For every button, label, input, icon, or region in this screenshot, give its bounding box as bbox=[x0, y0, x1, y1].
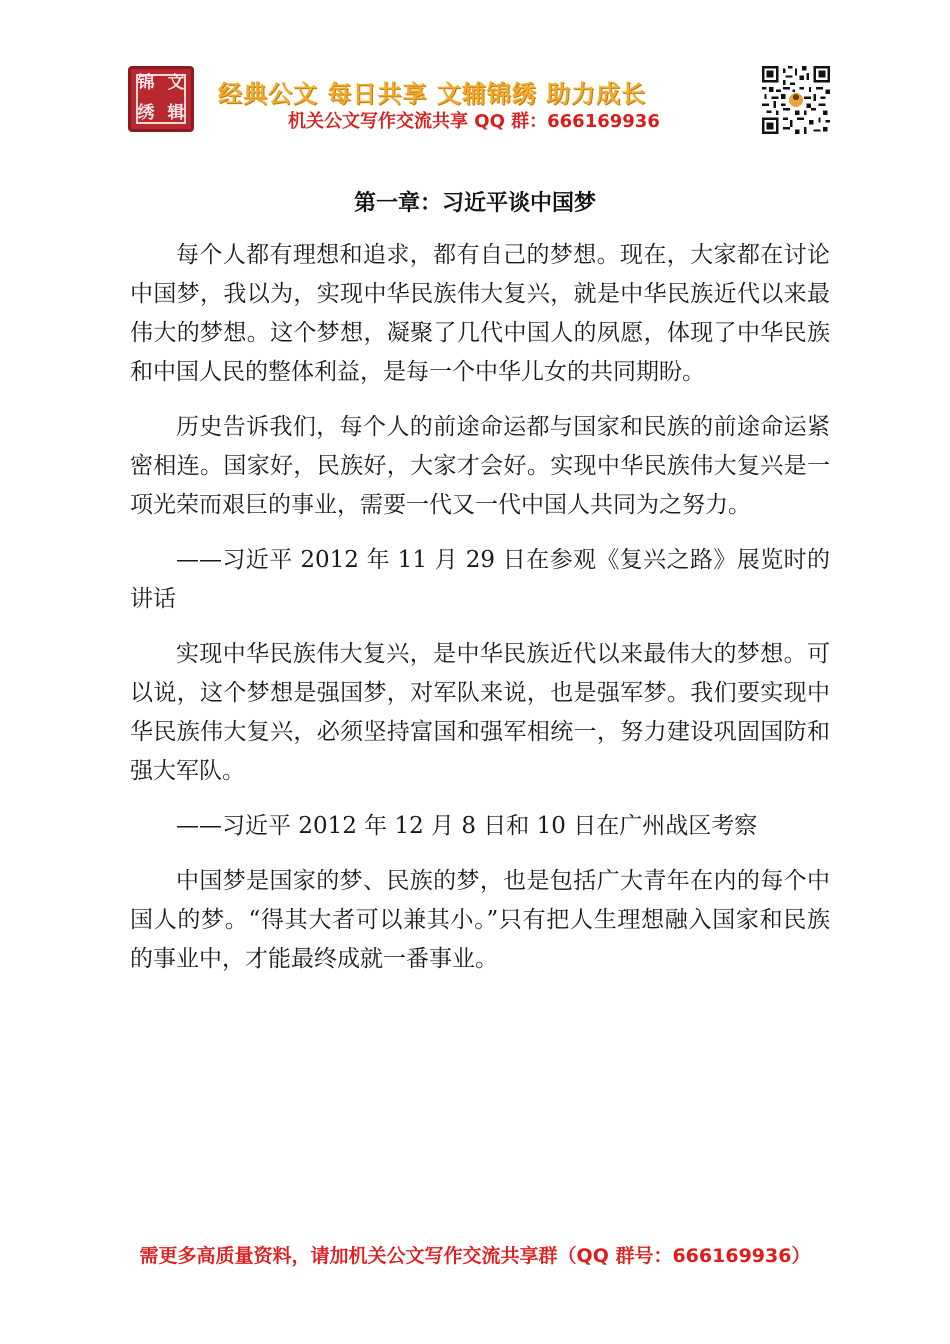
seal-glyph: 绣 bbox=[137, 103, 155, 123]
document-body bbox=[130, 236, 830, 995]
seal-glyph: 文 bbox=[167, 73, 185, 93]
seal-glyph: 锦 bbox=[137, 73, 155, 93]
paragraph: 每个人都有理想和追求，都有自己的梦想。现在，大家都在讨论中国梦，我以为，实现中华民族伟大复兴，就是中华民族近代以来最伟大的梦想。这个梦想，凝聚了几代中国人的夙愿，体现了中华民族和中国人民的整体利益，是每一个中华儿女的共同期盼。 bbox=[130, 242, 830, 385]
paragraph: 历史告诉我们，每个人的前途命运都与国家和民族的前途命运紧密相连。国家好，民族好，大家才会好。实现中华民族伟大复兴是一项光荣而艰巨的事业，需要一代又一代中国人共同为之努力。 bbox=[130, 414, 830, 518]
qr-code-icon bbox=[762, 66, 830, 134]
header-slogan: 经典公文 每日共享 文辅锦绣 助力成长 bbox=[218, 80, 647, 108]
source-attribution: ——习近平 2012 年 12 月 8 日和 10 日在广州战区考察 bbox=[176, 813, 758, 839]
page-header bbox=[120, 60, 840, 140]
document-title: 第一章：习近平谈中国梦 bbox=[353, 191, 596, 216]
source-attribution: ——习近平 2012 年 11 月 29 日在参观《复兴之路》展览时的讲话 bbox=[130, 547, 830, 612]
seal-logo bbox=[128, 66, 194, 132]
seal-glyph: 辑 bbox=[167, 103, 185, 123]
header-qq-group: 机关公文写作交流共享 QQ 群：666169936 bbox=[288, 111, 660, 132]
paragraph: 中国梦是国家的梦、民族的梦，也是包括广大青年在内的每个中国人的梦。“得其大者可以兼其小。”只有把人生理想融入国家和民族的事业中，才能最终成就一番事业。 bbox=[130, 868, 830, 972]
paragraph: 实现中华民族伟大复兴，是中华民族近代以来最伟大的梦想。可以说，这个梦想是强国梦，对军队来说，也是强军梦。我们要实现中华民族伟大复兴，必须坚持富国和强军相统一，努力建设巩固国防和强大军队。 bbox=[130, 641, 830, 784]
footer-note: 需更多高质量资料，请加机关公文写作交流共享群（QQ 群号：666169936） bbox=[139, 1245, 811, 1267]
